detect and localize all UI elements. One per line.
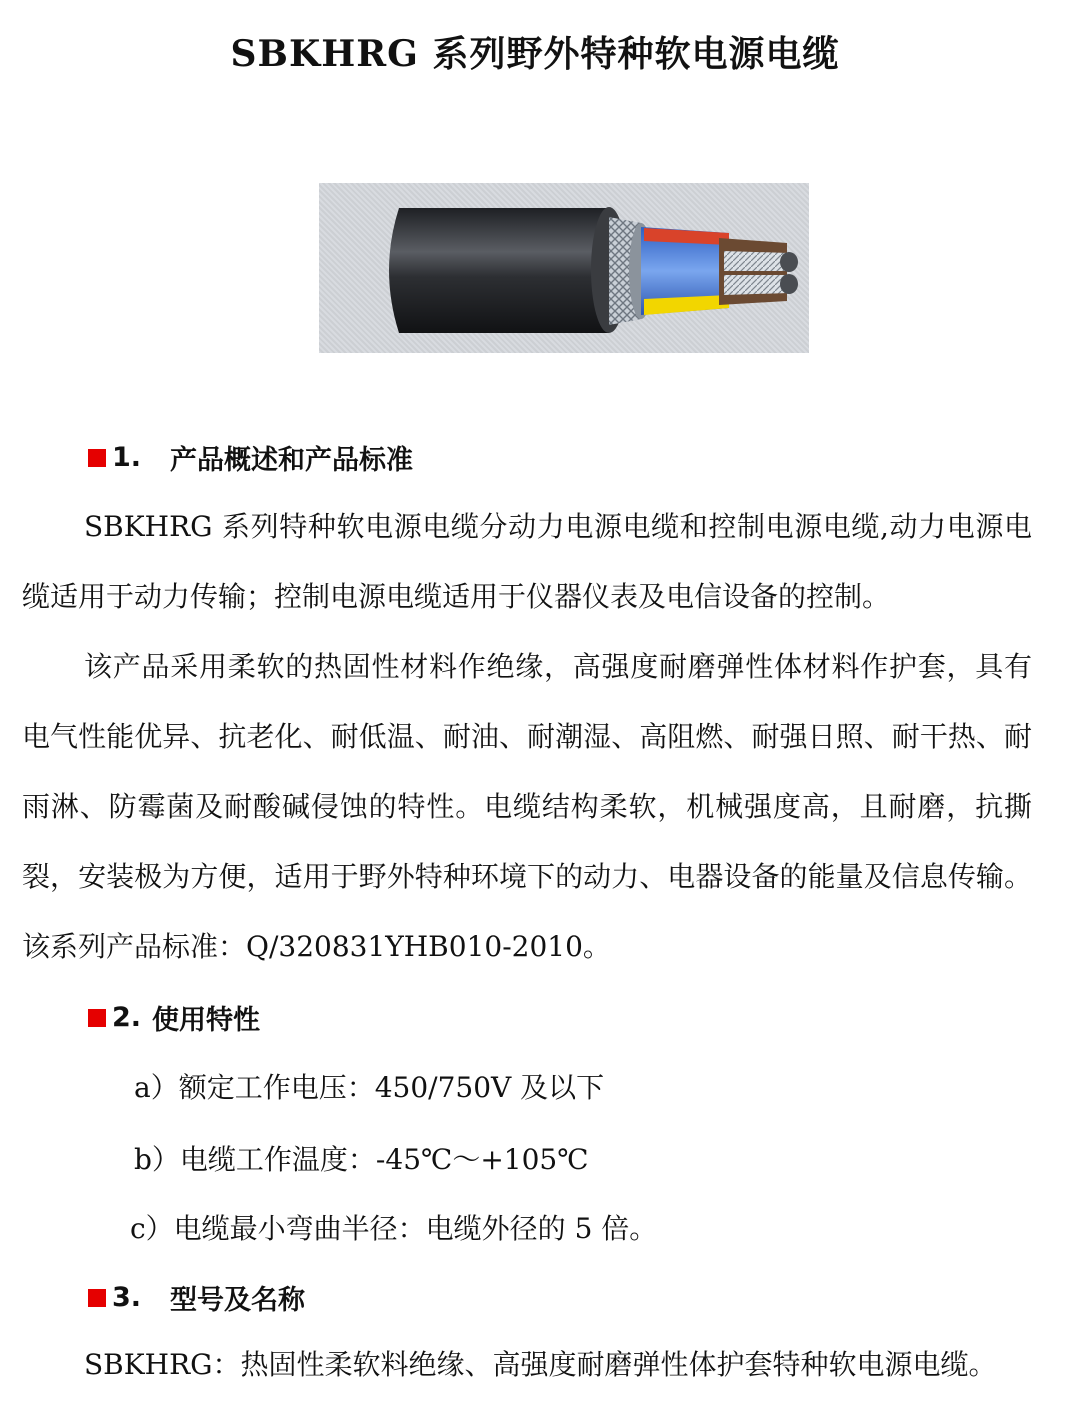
red-square-bullet [88, 1289, 106, 1307]
section-title: 型号及名称 [170, 1285, 305, 1316]
paragraph-features: 该产品采用柔软的热固性材料作绝缘，高强度耐磨弹性体材料作护套，具有电气性能优异、抗老化、耐低温、耐油、耐潮湿、高阻燃、耐强日照、耐干热、耐雨淋、防霉菌及耐酸碱侵蚀的特性。电缆结构柔软，机械强度高，且耐磨，抗撕裂，安装极为方便，适用于野外特种环境下的动力、电器设备的能量及信息传输。该系列产品标准：Q/320831YHB010-2010。 [22, 650, 1032, 963]
red-square-bullet [88, 449, 106, 467]
red-square-bullet [88, 1009, 106, 1027]
sheath-shape [389, 208, 609, 333]
model-description: SBKHRG：热固性柔软料绝缘、高强度耐磨弹性体护套特种软电源电缆。 [84, 1348, 997, 1381]
document-title: SBKHRG 系列野外特种软电源电缆 [230, 33, 840, 75]
paragraph-overview: SBKHRG 系列特种软电源电缆分动力电源电缆和控制电源电缆,动力电源电缆适用于动力传输；控制电源电缆适用于仪器仪表及电信设备的控制。 [22, 510, 1032, 613]
section-number: 2. [112, 1002, 142, 1033]
section-heading-3 [88, 1278, 305, 1317]
spec-item-bend-radius: c）电缆最小弯曲半径：电缆外径的 5 倍。 [130, 1212, 658, 1245]
section-number: 3. [112, 1282, 142, 1313]
section-heading-2 [88, 998, 260, 1037]
spec-item-voltage: a）额定工作电压：450/750V 及以下 [134, 1071, 605, 1104]
section-title: 产品概述和产品标准 [170, 445, 413, 476]
section-title: 使用特性 [152, 1005, 260, 1036]
cable-image [319, 183, 809, 353]
spec-item-temperature: b）电缆工作温度：-45℃～+105℃ [134, 1143, 589, 1176]
section-number: 1. [112, 442, 142, 473]
section-heading-1 [88, 438, 413, 477]
cable-illustration [319, 183, 809, 353]
